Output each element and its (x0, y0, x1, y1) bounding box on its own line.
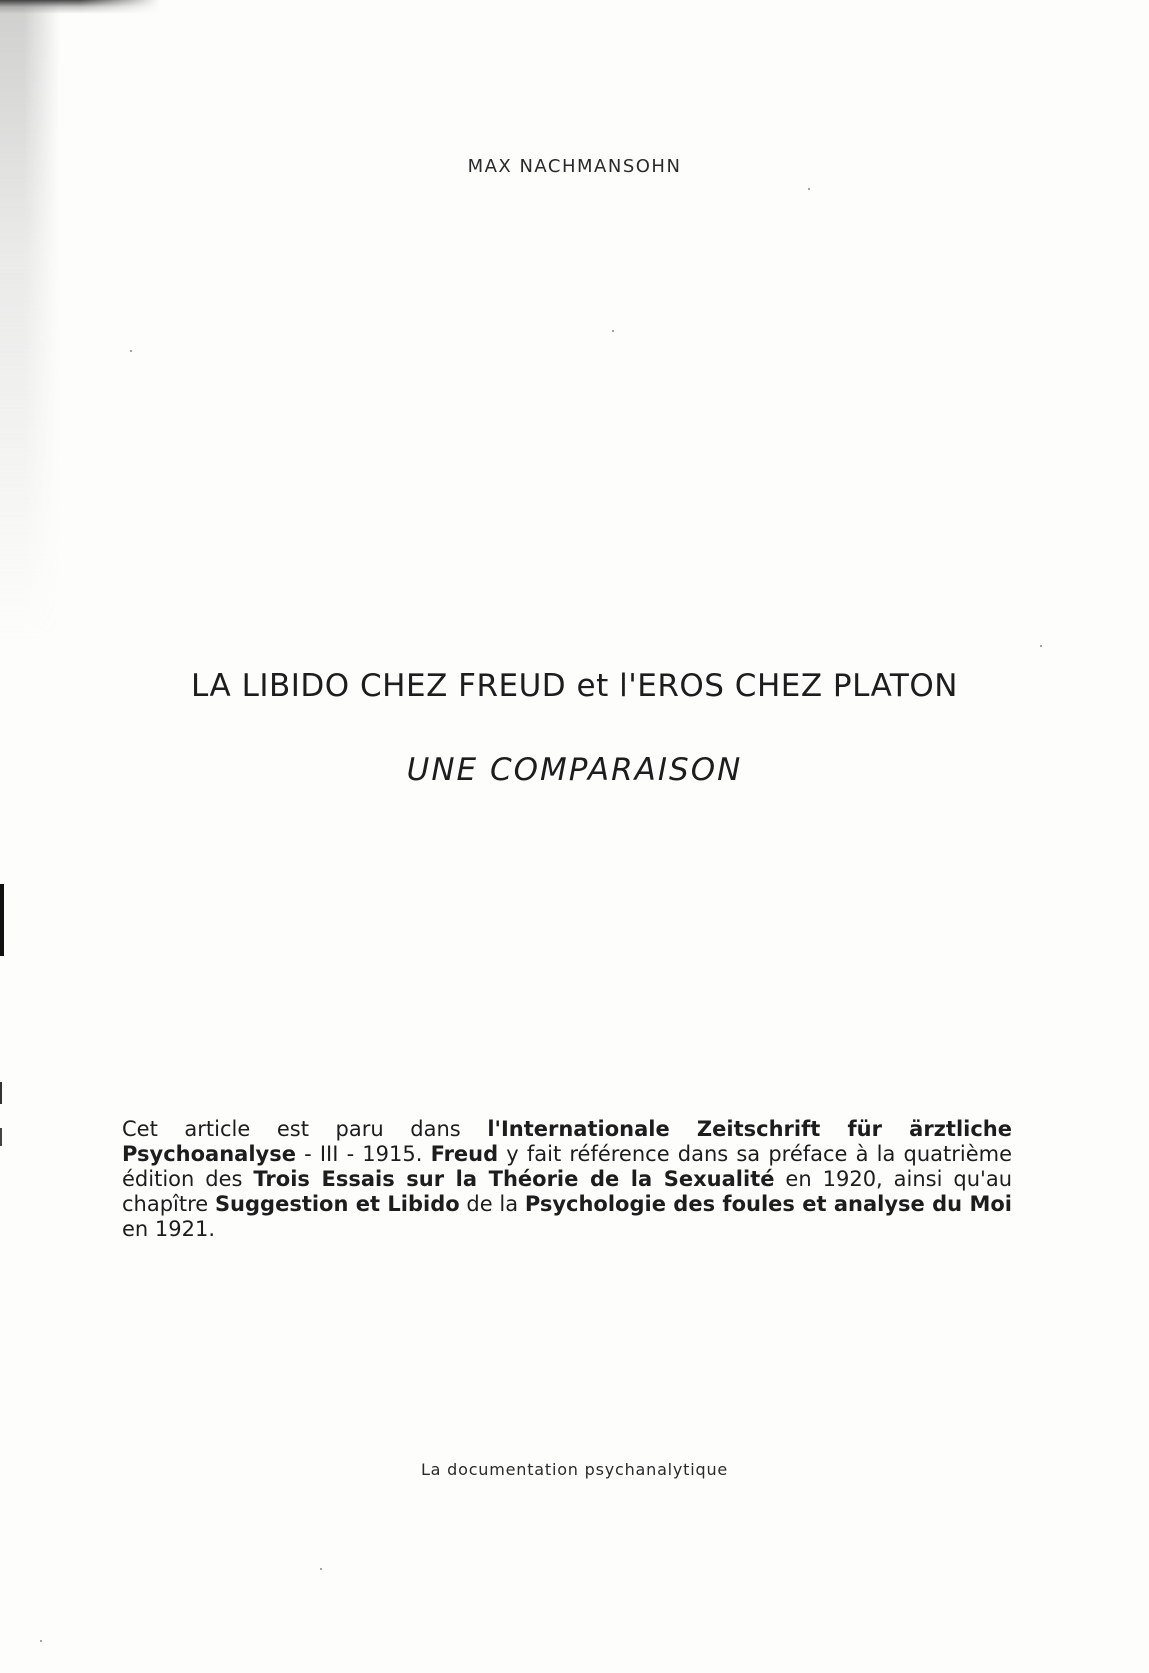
note-text: en 1920, ainsi qu'au chapître (122, 1167, 1012, 1216)
scan-speck (130, 350, 132, 352)
journal-name: l'Internationale Zeitschrift für ärztliche Psychoanalyse (122, 1117, 1012, 1166)
scan-speck (612, 330, 614, 332)
binder-mark (0, 884, 4, 956)
note-text: - III - 1915. (295, 1142, 431, 1166)
book-title: Psychologie des foules et analyse du Moi (524, 1192, 1013, 1216)
binder-mark (0, 1082, 2, 1104)
article-subtitle: UNE COMPARAISON (406, 752, 743, 788)
binder-mark (0, 1128, 2, 1146)
note-text: Cet article est paru dans (122, 1117, 488, 1141)
author-reference: Freud (430, 1142, 499, 1166)
note-text: en 1921. (122, 1217, 216, 1241)
scan-speck (1040, 645, 1042, 647)
article-title: LA LIBIDO CHEZ FREUD et l'EROS CHEZ PLATON (191, 668, 958, 704)
scan-speck (320, 1568, 322, 1570)
note-text: y fait référence dans sa préface à la quatrième édition des (122, 1142, 1012, 1191)
publication-note (122, 1117, 1012, 1242)
scan-shadow (0, 0, 60, 640)
note-text: de la (459, 1192, 525, 1216)
author-name: MAX NACHMANSOHN (467, 156, 682, 177)
scan-speck (808, 188, 810, 190)
publisher-name: La documentation psychanalytique (420, 1460, 729, 1479)
scan-speck (40, 1640, 42, 1642)
scan-edge (0, 0, 160, 14)
chapter-title: Suggestion et Libido (214, 1192, 460, 1216)
book-title: Trois Essais sur la Théorie de la Sexualité (253, 1167, 775, 1191)
